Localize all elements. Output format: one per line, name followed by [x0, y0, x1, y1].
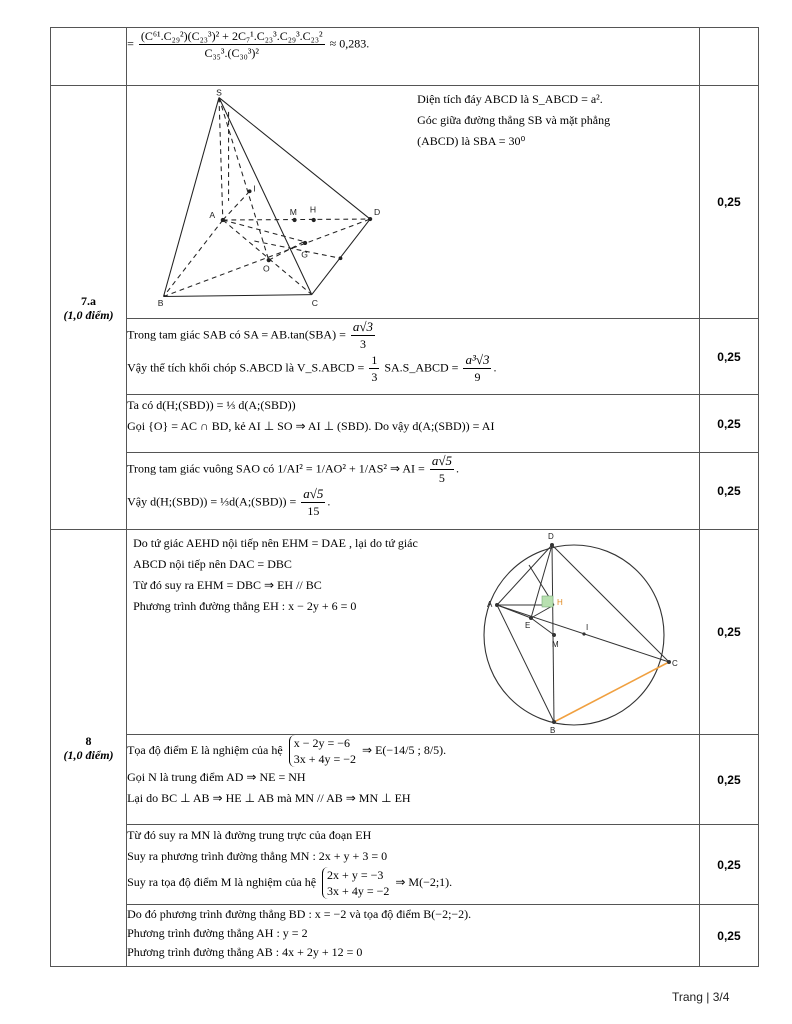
score-cell: 0,25 — [699, 453, 758, 530]
text-line: Suy ra phương trình đường thẳng MN : 2x + y + 3 = 0 — [127, 849, 388, 863]
text-line: Từ đó suy ra EHM = DBC ⇒ EH // BC — [133, 578, 322, 592]
page-footer: Trang | 3/4 — [672, 990, 730, 1004]
answer-table — [50, 27, 759, 967]
formula-cell: = $\frac{\text{(C⁶¹.C₂₉²)(C₂₃³)² + 2C₇¹.C₂₃³.C₂₉³.C₂₃²}}{\text{C₃₅³.(C₃₀³)²}}$ ≈ 0,283. — [127, 28, 700, 86]
label-e: E — [524, 621, 531, 630]
text-line: (ABCD) là SBA = 30⁰ — [417, 134, 526, 148]
label-c: C — [671, 659, 678, 668]
fraction-result: ≈ 0,283. — [329, 36, 370, 51]
question-8-label — [51, 530, 127, 967]
question-points: (1,0 điểm) — [63, 307, 114, 322]
question-number: 8 — [85, 734, 92, 748]
text-line: Góc giữa đường thẳng SB và mặt phẳng — [417, 113, 611, 127]
label-g: G — [301, 249, 309, 260]
q7-part3-cell — [127, 395, 700, 453]
label-m: M — [289, 207, 298, 218]
label-i: I — [585, 623, 589, 632]
q7-part4-cell — [127, 453, 700, 530]
q8-part4-cell — [127, 905, 700, 967]
score-cell: 0,25 — [699, 530, 758, 735]
label-d: D — [547, 532, 554, 541]
text-line: Tọa độ điểm E là nghiệm của hệ x − 2y = −6 3x + 4y = −2 ⇒ E(−14/5 ; 8/5). — [127, 736, 447, 766]
label-b: B — [549, 726, 556, 735]
q8-part2-cell — [127, 735, 700, 825]
text-line: Ta có d(H;(SBD)) = ⅓ d(A;(SBD)) — [127, 398, 296, 412]
fraction-denominator: C₃₅³.(C₃₀³)² — [204, 46, 260, 60]
text-line: Lại do BC ⊥ AB ⇒ HE ⊥ AB mà MN // AB ⇒ MN ⊥ EH — [127, 791, 411, 805]
text-line: Vậy thể tích khối chóp S.ABCD là V_S.ABCD = $\frac{1}{3}$ SA.S_ABCD = $\frac{\text{a³√3}}{9}$ . — [127, 352, 497, 384]
label-a: A — [486, 600, 493, 609]
q7-part2-cell — [127, 319, 700, 395]
empty-score-cell — [699, 28, 758, 86]
label-b: B — [157, 298, 164, 309]
text-line: Gọi N là trung điểm AD ⇒ NE = NH — [127, 770, 306, 784]
q8-part3-cell — [127, 825, 700, 905]
score-cell: 0,25 — [699, 86, 758, 319]
text-line: Phương trình đường thẳng AB : 4x + 2y + 12 = 0 — [127, 945, 363, 959]
score-cell: 0,25 — [699, 905, 758, 967]
text-line: Trong tam giác SAB có SA = AB.tan(SBA) = $\frac{a√3}{3}$ — [127, 319, 374, 351]
circle-figure — [486, 530, 699, 735]
score-cell: 0,25 — [699, 825, 758, 905]
q7-part1-cell — [127, 86, 700, 319]
label-s: S — [216, 87, 222, 98]
score-cell: 0,25 — [699, 735, 758, 825]
text-line: Từ đó suy ra MN là đường trung trực của đoạn EH — [127, 828, 372, 842]
label-i: I — [253, 183, 256, 194]
label-d: D — [374, 207, 381, 218]
text-line: Suy ra tọa độ điểm M là nghiệm của hệ 2x + y = −3 3x + 4y = −2 ⇒ M(−2;1). — [127, 868, 453, 898]
text-line: ABCD nội tiếp nên DAC = DBC — [133, 557, 292, 571]
question-7a-label — [51, 86, 127, 530]
pyramid-figure — [157, 88, 457, 308]
empty-label-cell — [51, 28, 127, 86]
q8-part1-cell — [127, 530, 700, 735]
question-number: 7.a — [81, 293, 97, 308]
text-line: Trong tam giác vuông SAO có 1/AI² = 1/AO² + 1/AS² ⇒ AI = $\frac{a√5}{5}$ . — [127, 453, 459, 485]
label-h: H — [556, 598, 563, 607]
text-line: Diện tích đáy ABCD là S_ABCD = a². — [417, 92, 603, 106]
q7-part1-text — [417, 86, 616, 308]
score-cell: 0,25 — [699, 319, 758, 395]
text-line: Do tứ giác AEHD nội tiếp nên EHM = DAE , lại do tứ giác — [133, 536, 418, 550]
fraction-numerator: (C⁶¹.C₂₉²)(C₂₃³)² + 2C₇¹.C₂₃³.C₂₉³.C₂₃² — [140, 29, 323, 43]
label-c: C — [311, 298, 319, 309]
question-points: (1,0 điểm) — [63, 748, 114, 762]
label-a: A — [209, 210, 216, 221]
label-h: H — [309, 204, 317, 215]
label-m: M — [551, 640, 559, 649]
label-o: O — [263, 263, 270, 274]
text-line: Vậy d(H;(SBD)) = ⅓d(A;(SBD)) = $\frac{a√5}{15}$ . — [127, 486, 331, 518]
score-cell: 0,25 — [699, 395, 758, 453]
text-line: Phương trình đường thẳng AH : y = 2 — [127, 926, 308, 940]
q8-part1-text — [127, 530, 489, 730]
text-line: Phương trình đường thẳng EH : x − 2y + 6 = 0 — [133, 599, 357, 613]
probability-fraction — [139, 28, 325, 61]
text-line: Gọi {O} = AC ∩ BD, kẻ AI ⊥ SO ⇒ AI ⊥ (SBD). Do vậy d(A;(SBD)) = AI — [127, 419, 495, 433]
text-line: Do đó phương trình đường thẳng BD : x = −2 và tọa độ điểm B(−2;−2). — [127, 907, 472, 921]
